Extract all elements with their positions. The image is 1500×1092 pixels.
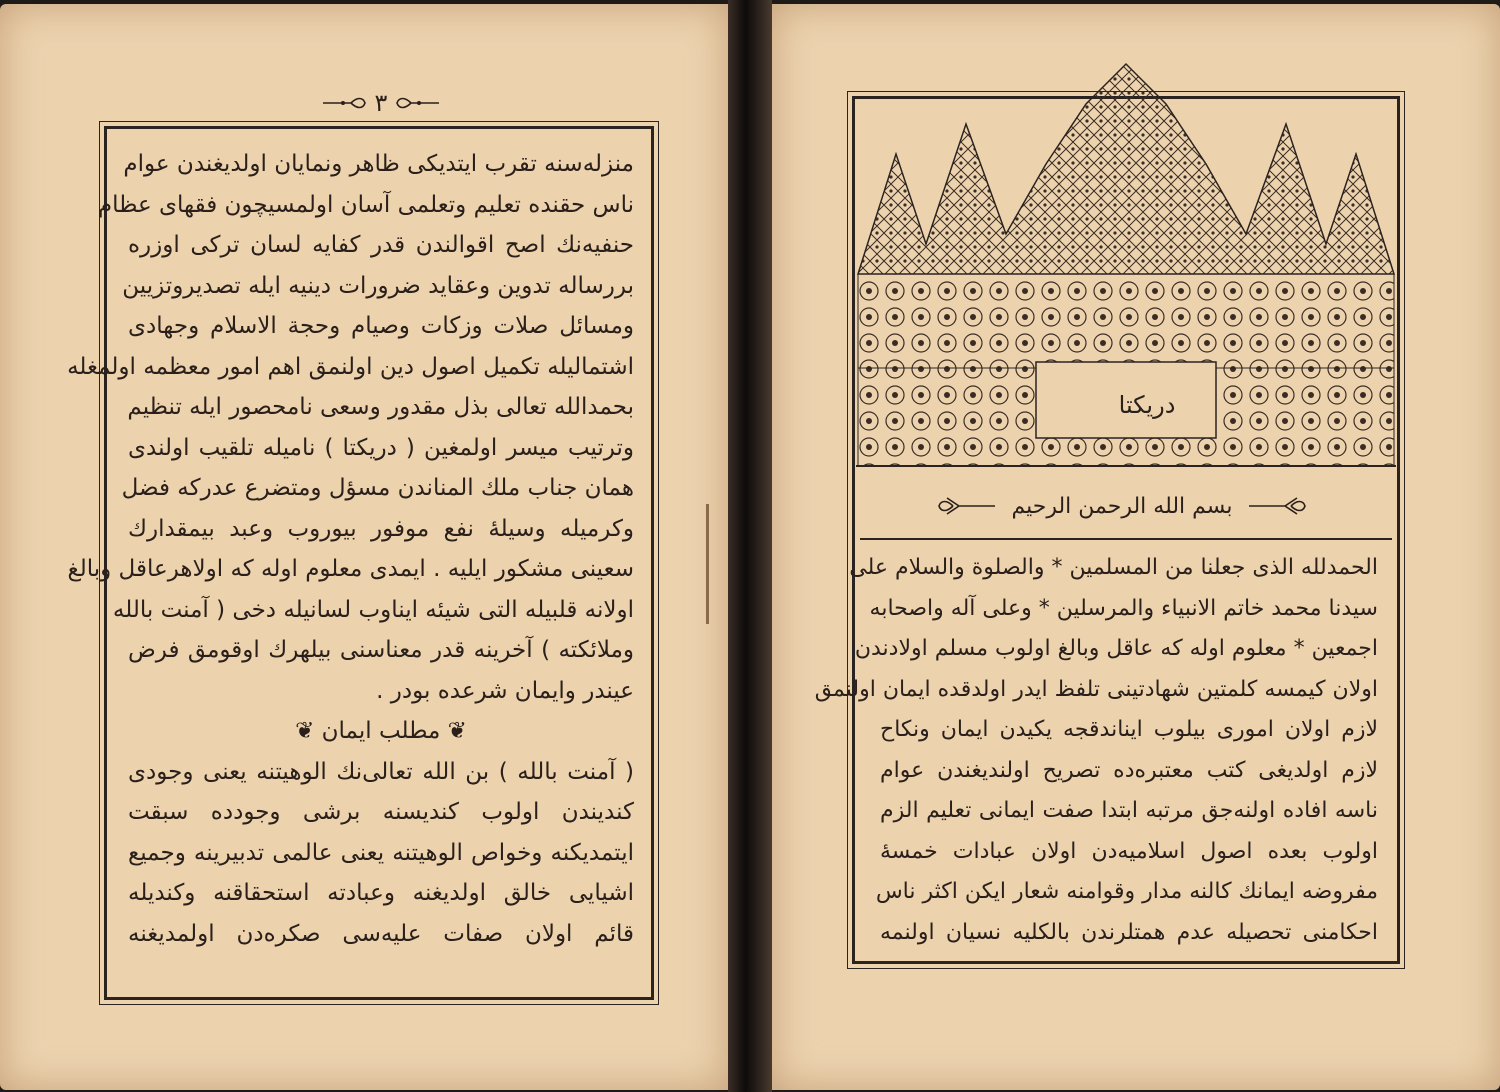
text-line: ایتمدیکنه وخواص الوهیتنه یعنی عالمی تدبیرینه وجمیع <box>128 839 634 866</box>
text-line: سیدنا محمد خاتم الانبیاء والمرسلین * وعلی آله واصحابه <box>869 595 1378 621</box>
text-line: وملائکته ) آخرینه قدر معناسنی بیلهرك اوقومق فرض <box>128 637 634 663</box>
text-line: کندیندن اولوب کندیسنه برشی وجودده سبقت <box>128 799 634 825</box>
left-page <box>0 4 728 1090</box>
text-line: مفروضه ایمانك کالنه مدار وقوامنه شعار ایکن اکثر ناس <box>875 879 1378 904</box>
text-line: سعینی مشکور ایلیه . ایمدی معلوم اوله که اولاهرعاقل وبالغ <box>67 556 634 582</box>
text-line: ناس حقنده تعلیم وتعلمی آسان اولمسیچون فقهای عظام <box>97 191 634 218</box>
right-body-text <box>814 548 1378 953</box>
text-line: وترتیب میسر اولمغین ( دریکتا ) نامیله تلقیب اولندی <box>128 434 634 461</box>
book-title: دریکتا <box>1118 391 1176 419</box>
book-gutter <box>728 0 772 1092</box>
text-line: همان جناب ملك المناندن مسؤل ومتضرع عدرکه فضل <box>121 475 634 501</box>
text-line: الحمدلله الذی جعلنا من المسلمین * والصلوة والسلام علی <box>849 555 1378 580</box>
text-line: وکرمیله وسیلهٔ نفع موفور بیوروب وعبد بیمقدارك <box>128 515 634 542</box>
flower-icon: ❦ <box>295 718 322 744</box>
text-line: لازم اولدیغی کتب معتبره‌ده تصریح اولندیغندن عوام <box>880 757 1378 783</box>
ornament-left-icon <box>321 95 367 111</box>
text-line: اجمعین * معلوم اوله که عاقل وبالغ اولوب مسلم اولادندن <box>854 636 1378 661</box>
basmala-text: بسم الله الرحمن الرحیم <box>1011 493 1233 519</box>
flower-icon: ❦ <box>440 718 467 744</box>
right-page <box>772 4 1500 1090</box>
text-line: اولان کیمسه کلمتین شهادتینی تلفظ ایدر اولدقده ایمان اولنمق <box>814 676 1378 702</box>
ornament-left-icon <box>1247 496 1307 516</box>
text-line: احکامنی تحصیله عدم همتلرندن بالکلیه نسیان اولنمه <box>880 919 1378 945</box>
section-heading-line <box>128 711 634 752</box>
text-line: اشیایی خالق اولدیغنه وعبادته استحقاقنه وکندیله <box>128 880 634 906</box>
text-line: اولوب بعده اصول اسلامیه‌دن اولان عبادات خمسهٔ <box>880 838 1378 864</box>
page-number <box>318 88 444 118</box>
text-line: بررساله تدوین وعقاید ضرورات دینیه ایله تصدیروتزیین <box>122 272 634 299</box>
binding-stitch <box>706 504 717 624</box>
text-line: اولانه قلبیله التی شیئه ایناوب لسانیله دخی ( آمنت بالله <box>112 596 634 623</box>
text-line: اشتمالیله تکمیل اصول دین اولنمق اهم امور معظمه اولمغله <box>67 353 634 380</box>
basmala-heading <box>922 486 1322 526</box>
text-line: قائم اولان صفات علیه‌سی صکره‌دن اولمدیغنه <box>128 920 634 947</box>
section-heading: مطلب ایمان <box>321 718 441 744</box>
text-line: عیندر وایمان شرعده بودر . <box>376 677 634 704</box>
text-line: منزله‌سنه تقرب ایتدیکی ظاهر ونمایان اولدیغندن عوام <box>123 151 634 177</box>
text-line: لازم اولان اموری بیلوب ایناندقجه یکیدن ایمان ونکاح <box>880 717 1378 742</box>
text-line: ناسه افاده اولنه‌جق مرتبه ابتدا صفت ایمانی تعلیم الزم <box>880 798 1378 823</box>
ornament-right-icon <box>937 496 997 516</box>
left-body-text <box>67 144 634 954</box>
text-line: حنفیه‌نك اصح اقوالندن قدر کفایه لسان ترکی اوزره <box>128 232 634 258</box>
divider-rule <box>860 538 1392 540</box>
page-number-text: ٣ <box>374 89 388 117</box>
text-line: ( آمنت بالله ) بن الله تعالی‌نك الوهیتنه یعنی وجودی <box>128 758 634 785</box>
text-line: ومسائل صلات وزکات وصیام وحجة الاسلام وجهادی <box>128 313 634 339</box>
text-line: بحمدالله تعالی بذل مقدور وسعی نامحصور ایله تنظیم <box>127 394 634 420</box>
ornament-right-icon <box>395 95 441 111</box>
